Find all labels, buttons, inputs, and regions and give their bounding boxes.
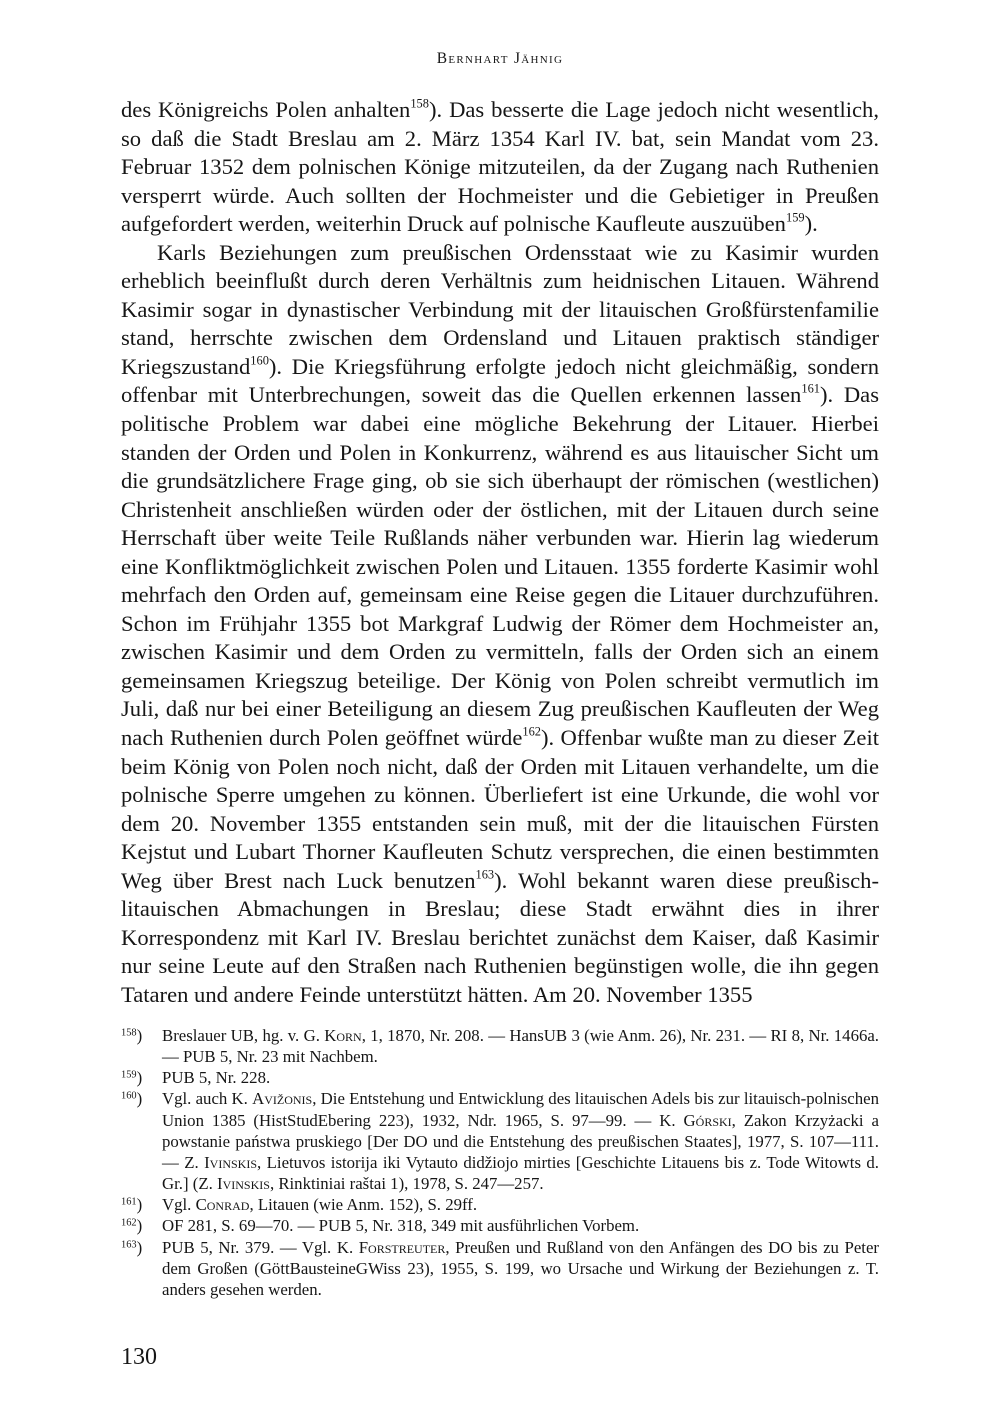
footnote-number-paren: ) — [136, 1089, 143, 1109]
footnote-159 — [121, 1067, 879, 1088]
text-run: Karls Beziehungen zum preußischen Ordensstaat wie zu Kasimir wurden erheblich beeinflußt durch deren Verhältnis zum heidnischen Litauen. Während Kasimir sogar in dynastischer Verbindung mit der litauischen Großfürstenfamilie stand, herrschte zwischen dem Ordensland und Litauen praktisch ständiger Kriegszustand — [121, 239, 879, 379]
text-run: ). Wohl bekannt waren diese preußisch-litauischen Abmachungen in Breslau; diese Stadt erwähnt dies in ihrer Korrespondenz mit Karl IV. Breslau berichtet zunächst dem Kaiser, daß Kasimir nur seine Leute auf den Straßen nach Ruthenien begünstigen wolle, die ihn gegen Tataren und andere Feinde unterstützt hätten. Am 20. November 1355 — [121, 867, 879, 1007]
footnote-162 — [121, 1215, 879, 1236]
footnote-ref[interactable]: 158 — [410, 96, 429, 111]
footnote-number — [121, 1194, 162, 1215]
paragraph-2 — [121, 239, 879, 1010]
footnote-ref[interactable]: 160 — [250, 353, 269, 368]
text-run: ). Offenbar wußte man zu dieser Zeit beim König von Polen noch nicht, daß der Orden mit Litauen verhandelte, um die polnische Sperre umgehen zu können. Überliefert ist eine Urkunde, die wohl vor dem 20. November 1355 entstanden sein muß, mit der die litauischen Fürsten Kejstut und Lubart Thorner Kaufleuten Schutz versprechen, die einen bestimmten Weg über Brest nach Luck benutzen — [121, 725, 879, 893]
footnote-text: Breslauer UB, hg. v. G. — [162, 1026, 325, 1045]
text-run: ). — [804, 211, 818, 237]
footnote-number-digits: 162 — [121, 1217, 137, 1229]
footnote-text: , Rinktiniai raštai 1), 1978, S. 247—257. — [269, 1174, 544, 1194]
footnote-number — [121, 1067, 162, 1088]
footnote-number — [121, 1088, 162, 1109]
footnote-text: Vgl. — [162, 1195, 196, 1215]
footnotes — [121, 1025, 879, 1300]
footnote-text: OF 281, S. 69—70. — PUB 5, Nr. 318, 349 mit ausführlichen Vorbem. — [162, 1216, 640, 1236]
author-name: Ivinskis — [204, 1152, 258, 1172]
footnote-text: , Die Entstehung und Entwicklung des litauischen Adels bis zur litauisch-polnischen Union 1385 (HistStudEbering 223), 1932, Ndr. 1965, S. 97—99. — K. — [162, 1089, 879, 1130]
footnote-text: PUB 5, Nr. 379. — Vgl. K. — [162, 1237, 359, 1257]
author-name: Conrad — [195, 1195, 250, 1215]
footnote-158 — [121, 1025, 879, 1067]
author-name: Forstreuter — [358, 1237, 446, 1257]
footnote-number-paren: ) — [136, 1237, 143, 1257]
footnote-number-digits: 160 — [121, 1090, 137, 1102]
footnote-ref[interactable]: 162 — [522, 724, 541, 739]
footnote-ref[interactable]: 159 — [785, 210, 805, 225]
footnote-number-paren: ) — [136, 1026, 143, 1045]
footnote-text: PUB 5, Nr. 228. — [162, 1068, 271, 1088]
footnote-text: , Litauen (wie Anm. 152), S. 29ff. — [249, 1195, 478, 1215]
footnote-text: Vgl. auch K. — [162, 1089, 253, 1109]
footnote-161 — [121, 1194, 879, 1215]
footnote-number-paren: ) — [136, 1216, 143, 1236]
footnote-163 — [121, 1237, 879, 1300]
author-name: Górski — [683, 1110, 732, 1130]
footnote-text: , Zakon Krzyżacki a powstanie państwa pruskiego [Der DO und die Entstehung des preußischen Staates], 1977, S. 107—111. — Z. — [162, 1110, 879, 1172]
footnote-number-digits: 159 — [121, 1069, 137, 1081]
footnote-ref[interactable]: 161 — [801, 382, 820, 397]
paragraph-1 — [121, 96, 879, 239]
footnote-text: , Lietuvos istorija iki Vytauto didžiojo mirties [Geschichte Litauens bis z. Tode Witowts d. Gr.] (Z. — [162, 1152, 879, 1194]
footnote-number — [121, 1215, 162, 1236]
running-head: Bernhart Jähnig — [436, 50, 564, 67]
page-number: 130 — [121, 1344, 157, 1370]
footnote-number-paren: ) — [136, 1068, 143, 1088]
footnote-number — [121, 1025, 162, 1046]
author-name: Korn — [324, 1026, 362, 1045]
footnote-number-digits: 161 — [121, 1196, 137, 1208]
text-run: des Königreichs Polen anhalten — [121, 97, 411, 122]
text-run: ). Die Kriegsführung erfolgte jedoch nicht gleichmäßig, sondern offenbar mit Unterbrechungen, soweit das die Quellen erkennen lassen — [121, 353, 879, 408]
footnote-number — [121, 1237, 162, 1258]
text-run: ). Das besserte die Lage jedoch nicht wesentlich, so daß die Stadt Breslau am 2. März 1354 Karl IV. bat, sein Mandat vom 23. Februar 1352 dem polnischen Könige mitzuteilen, da der Zugang nach Ruthenien versperrt würde. Auch sollten der Hochmeister und die Gebietiger in Preußen aufgefordert werden, weiterhin Druck auf polnische Kaufleute auszuüben — [121, 97, 879, 237]
footnote-ref[interactable]: 163 — [475, 867, 495, 882]
footnote-160 — [121, 1088, 879, 1194]
text-run: ). Das politische Problem war dabei eine mögliche Bekehrung der Litauer. Hierbei standen der Orden und Polen in Konkurrenz, während es aus litauischer Sicht um die grundsätzlichere Frage ging, ob sie sich überhaupt der römischen (westlichen) Christenheit anschließen würden oder der östlichen, mit der Litauen durch seine Herrschaft über weite Teile Rußlands näher verbunden war. Hierin lag wiederum eine Konfliktmöglichkeit zwischen Polen und Litauen. 1355 forderte Kasimir wohl mehrfach den Orden auf, gemeinsam eine Reise gegen die Litauer durchzuführen. Schon im Frühjahr 1355 bot Markgraf Ludwig der Römer dem Hochmeister an, zwischen Kasimir und dem Orden zu vermitteln, falls der Orden sich an einem gemeinsamen Kriegszug beteilige. Der König von Polen schreibt vermutlich im Juli, daß nur bei einer Beteiligung an diesem Zug preußischen Kaufleuten der Weg nach Ruthenien durch Polen geöffnet würde — [121, 382, 879, 751]
main-text — [121, 96, 879, 1010]
footnote-number-paren: ) — [136, 1195, 143, 1215]
footnote-number-digits: 158 — [121, 1027, 137, 1039]
footnote-number-digits: 163 — [121, 1238, 137, 1250]
author-name: Ivinskis — [217, 1174, 270, 1194]
footnote-text: , 1, 1870, Nr. 208. — HansUB 3 (wie Anm. 26), Nr. 231. — RI 8, Nr. 1466a. — PUB 5, Nr. 23 mit Nachbem. — [162, 1026, 879, 1067]
author-name: Avižonis — [252, 1089, 313, 1109]
footnote-text: , Preußen und Rußland von den Anfängen des DO bis zu Peter dem Großen (GöttBausteineGWiss 23), 1955, S. 199, wo Ursache und Wirkung der Beziehungen z. T. anders gesehen werden. — [162, 1237, 879, 1299]
